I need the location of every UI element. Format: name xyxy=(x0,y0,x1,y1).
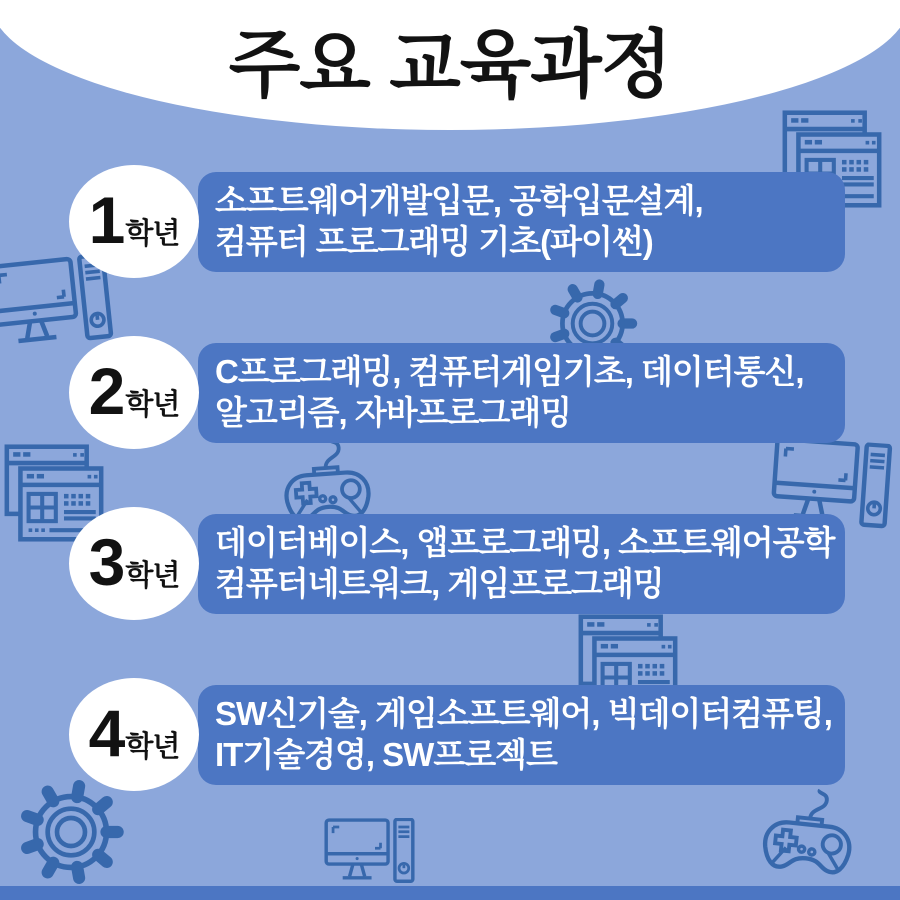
bottom-accent-bar xyxy=(0,886,900,900)
year-suffix: 학년 xyxy=(125,217,180,250)
game-controller-icon xyxy=(737,781,879,894)
year-number: 2 xyxy=(88,353,126,428)
desktop-computer-icon xyxy=(322,818,417,884)
course-list-line1: C프로그래밍, 컴퓨터게임기초, 데이터통신, xyxy=(215,353,804,391)
curriculum-row-year1 xyxy=(0,172,900,272)
course-list-line2: 알고리즘, 자바프로그래밍 xyxy=(215,394,571,431)
course-list-line1: 데이터베이스, 앱프로그래밍, 소프트웨어공학 xyxy=(215,524,835,562)
course-list-line2: IT기술경영, SW프로젝트 xyxy=(215,736,557,773)
curriculum-row-year3 xyxy=(0,514,900,614)
year-label xyxy=(88,353,180,428)
course-list-line1: SW신기술, 게임소프트웨어, 빅데이터컴퓨팅, xyxy=(215,695,832,733)
year-number: 3 xyxy=(88,524,126,599)
year-suffix: 학년 xyxy=(125,730,180,763)
gear-icon xyxy=(15,776,127,888)
courses-panel-year1 xyxy=(198,172,845,272)
year-suffix: 학년 xyxy=(125,559,180,592)
year-badge-3 xyxy=(69,507,199,620)
page-title: 주요 교육과정 xyxy=(228,23,672,106)
curriculum-row-year4 xyxy=(0,685,900,785)
curriculum-row-year2 xyxy=(0,343,900,443)
year-badge-4 xyxy=(69,678,199,791)
year-number: 1 xyxy=(88,182,126,257)
courses-panel-year4 xyxy=(198,685,845,785)
year-badge-2 xyxy=(69,336,199,449)
course-list-line1: 소프트웨어개발입문, 공학입문설계, xyxy=(215,182,703,220)
year-badge-1 xyxy=(69,165,199,278)
year-label xyxy=(88,524,180,599)
year-label xyxy=(88,182,180,257)
course-list-line2: 컴퓨터 프로그래밍 기초(파이썬) xyxy=(215,223,653,260)
year-suffix: 학년 xyxy=(125,388,180,421)
year-label xyxy=(88,695,180,770)
courses-panel-year2 xyxy=(198,343,845,443)
courses-panel-year3 xyxy=(198,514,845,614)
course-list-line2: 컴퓨터네트워크, 게임프로그래밍 xyxy=(215,565,664,602)
year-number: 4 xyxy=(88,695,126,770)
